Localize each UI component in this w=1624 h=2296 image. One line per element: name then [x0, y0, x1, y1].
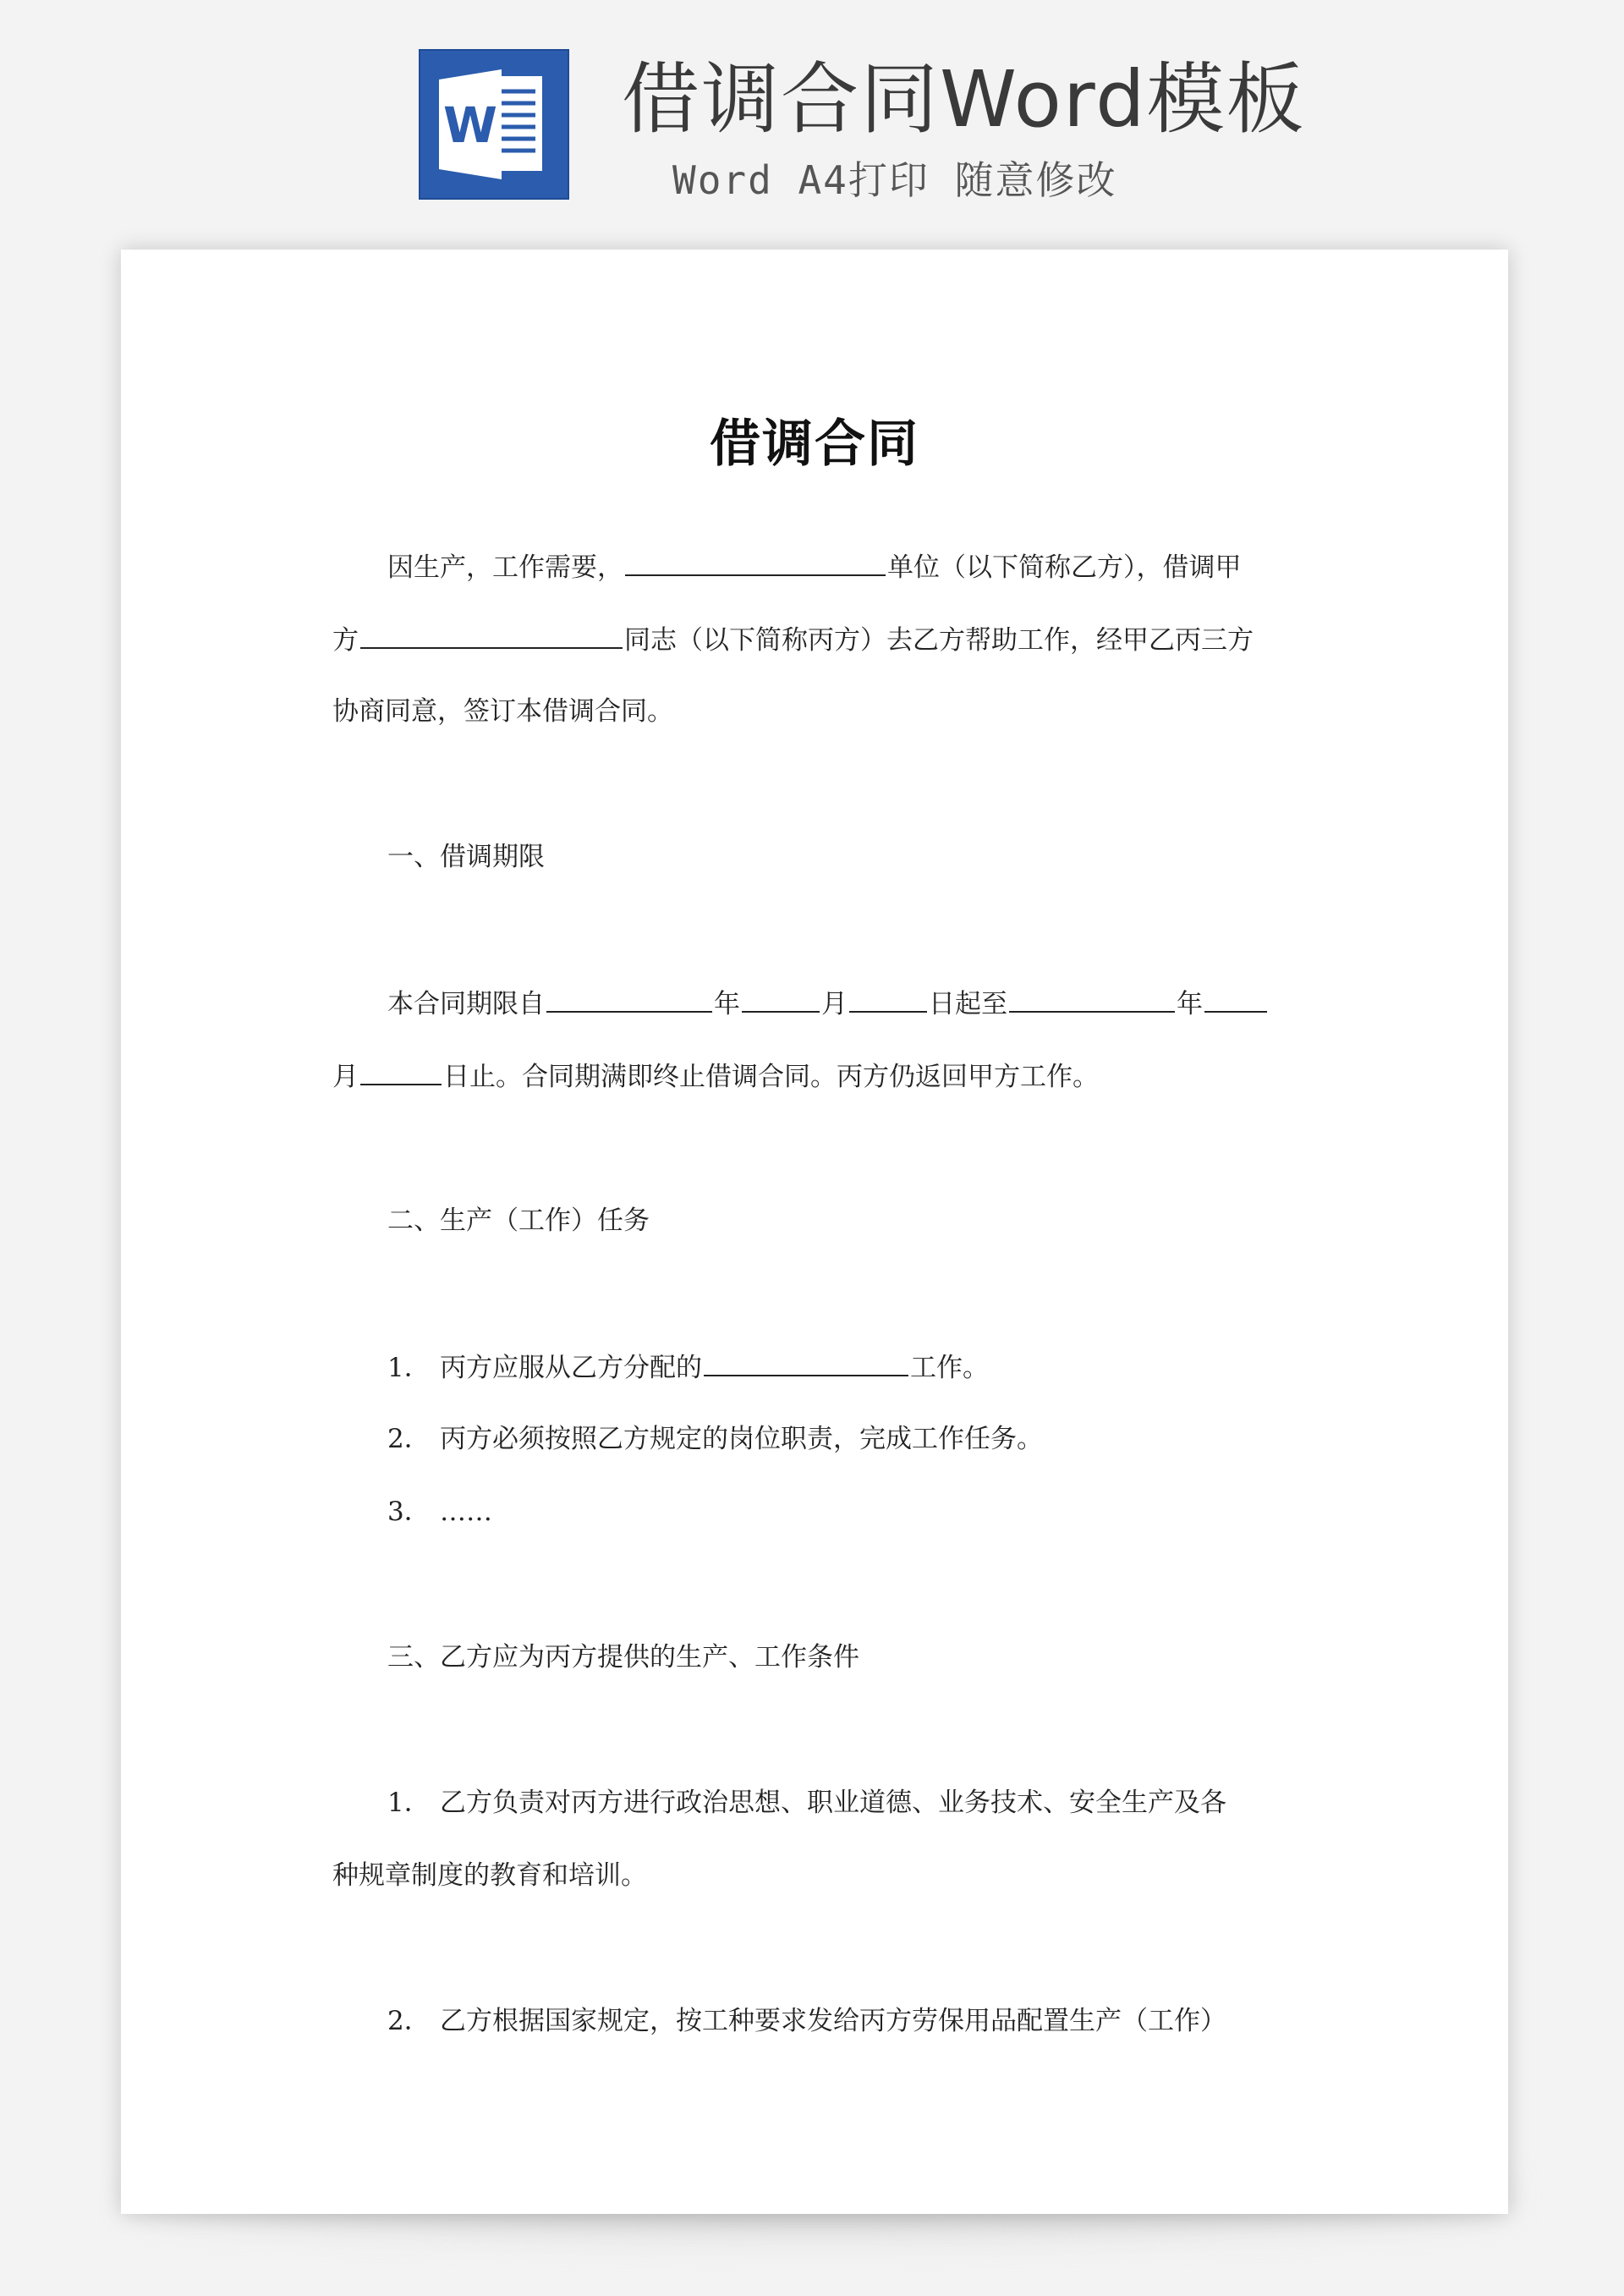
- item-text: 丙方应服从乙方分配的: [440, 1353, 702, 1383]
- item-number: 3．: [387, 1497, 431, 1527]
- intro-line-3: 协商同意，签订本借调合同。: [332, 696, 673, 727]
- item-text: 丙方必须按照乙方规定的岗位职责，完成工作任务。: [440, 1424, 1043, 1454]
- task-item-1: [387, 1349, 989, 1385]
- condition-item-2: [387, 2004, 1226, 2038]
- end-month-blank[interactable]: [1204, 986, 1267, 1013]
- item-number: 1．: [387, 1788, 431, 1818]
- item-number: 2．: [387, 1424, 431, 1454]
- term-line-2: [332, 1058, 1099, 1094]
- end-year-blank[interactable]: [1009, 986, 1175, 1013]
- condition-item-1: [387, 1786, 1226, 1820]
- intro-text: 因生产，工作需要，: [387, 552, 623, 583]
- document-title: 借调合同: [710, 415, 919, 474]
- task-item-3: [387, 1495, 492, 1529]
- item-text: ……: [440, 1497, 492, 1527]
- term-text: 日止。合同期满即终止借调合同。丙方仍返回甲方工作。: [443, 1062, 1099, 1092]
- start-day-blank[interactable]: [849, 986, 927, 1013]
- intro-text: 方: [332, 625, 359, 656]
- document-page: [121, 250, 1508, 2214]
- logo-letter: W: [443, 96, 497, 154]
- intro-text: 单位（以下简称乙方），借调甲: [887, 552, 1242, 583]
- condition-item-1-cont: 种规章制度的教育和培训。: [332, 1860, 647, 1891]
- term-text: 本合同期限自: [387, 989, 545, 1019]
- word-document-icon: [420, 51, 568, 198]
- item-number: 1．: [387, 1353, 431, 1383]
- section-3-heading: 三、乙方应为丙方提供的生产、工作条件: [387, 1642, 859, 1673]
- end-day-blank[interactable]: [360, 1058, 442, 1085]
- term-text: 年: [714, 989, 740, 1019]
- banner-title: 借调合同Word模板: [622, 54, 1306, 145]
- assigned-work-blank[interactable]: [704, 1349, 908, 1376]
- term-text: 月: [332, 1062, 359, 1092]
- banner-subtitle: Word A4打印 随意修改: [672, 157, 1117, 203]
- term-text: 日起至: [929, 989, 1007, 1019]
- section-1-heading: 一、借调期限: [387, 842, 545, 872]
- intro-line-2: [332, 622, 1254, 657]
- item-text: 乙方负责对丙方进行政治思想、职业道德、业务技术、安全生产及各: [440, 1788, 1226, 1818]
- item-number: 2．: [387, 2006, 431, 2036]
- start-month-blank[interactable]: [742, 986, 820, 1013]
- intro-line-1: [387, 549, 1242, 585]
- task-item-2: [387, 1422, 1043, 1456]
- item-text: 工作。: [910, 1353, 989, 1383]
- comrade-blank[interactable]: [360, 622, 623, 649]
- item-text: 乙方根据国家规定，按工种要求发给丙方劳保用品配置生产（工作）: [440, 2006, 1226, 2036]
- term-line-1: [387, 986, 1269, 1021]
- unit-blank[interactable]: [625, 549, 886, 576]
- banner: [0, 0, 1624, 220]
- start-year-blank[interactable]: [546, 986, 712, 1013]
- intro-text: 同志（以下简称丙方）去乙方帮助工作，经甲乙丙三方: [624, 625, 1254, 656]
- term-text: 年: [1177, 989, 1203, 1019]
- term-text: 月: [821, 989, 848, 1019]
- section-2-heading: 二、生产（工作）任务: [387, 1206, 650, 1236]
- word-logo-icon: [419, 49, 569, 200]
